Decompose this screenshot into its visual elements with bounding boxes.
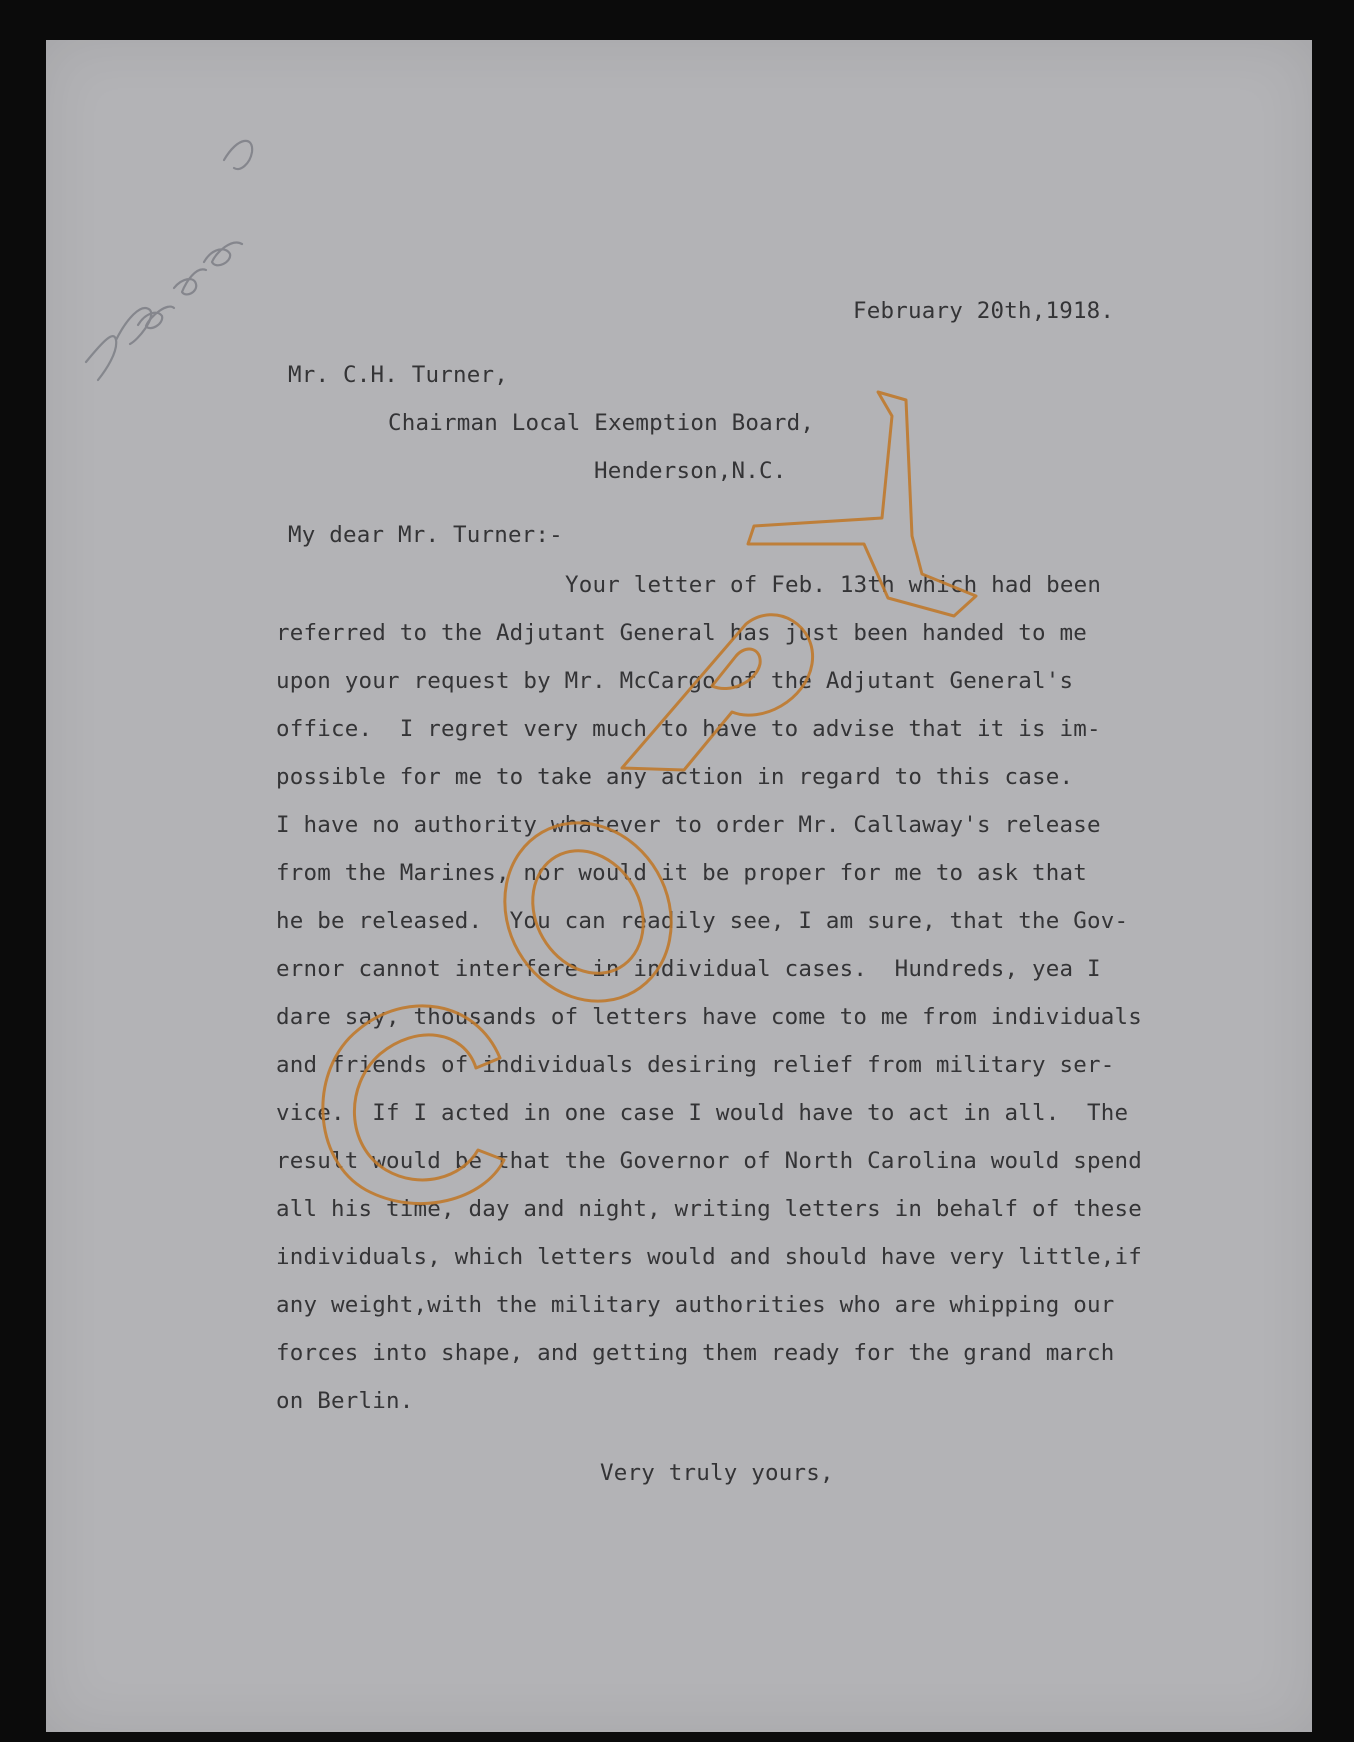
body-line: I have no authority whatever to order Mr. Callaway's release [276, 812, 1101, 838]
body-line: vice. If I acted in one case I would have to act in all. The [276, 1100, 1129, 1126]
body-line: dare say, thousands of letters have come to me from individuals [276, 1004, 1143, 1030]
recipient-name: Mr. C.H. Turner, [288, 362, 508, 388]
recipient-title: Chairman Local Exemption Board, [388, 410, 815, 436]
body-line: referred to the Adjutant General has just been handed to me [276, 620, 1088, 646]
body-line: and friends of individuals desiring relief from military ser- [276, 1052, 1115, 1078]
body-line: ernor cannot interfere in individual cases. Hundreds, yea I [276, 956, 1101, 982]
body-line: any weight,with the military authorities who are whipping our [276, 1292, 1115, 1318]
body-line: possible for me to take any action in regard to this case. [276, 764, 1074, 790]
letter-date: February 20th,1918. [853, 298, 1115, 324]
body-line: all his time, day and night, writing letters in behalf of these [276, 1196, 1143, 1222]
body-line: individuals, which letters would and should have very little,if [276, 1244, 1143, 1270]
body-line: result would be that the Governor of North Carolina would spend [276, 1148, 1143, 1174]
closing: Very truly yours, [600, 1460, 834, 1486]
salutation: My dear Mr. Turner:- [288, 522, 563, 548]
body-line: from the Marines, nor would it be proper for me to ask that [276, 860, 1088, 886]
body-line: on Berlin. [276, 1388, 414, 1414]
body-line: he be released. You can readily see, I am sure, that the Gov- [276, 908, 1129, 934]
body-line: upon your request by Mr. McCargo of the Adjutant General's [276, 668, 1074, 694]
body-line: forces into shape, and getting them ready for the grand march [276, 1340, 1115, 1366]
body-line: office. I regret very much to have to advise that it is im- [276, 716, 1101, 742]
letter-page [46, 40, 1312, 1732]
body-line: Your letter of Feb. 13th which had been [565, 572, 1102, 598]
recipient-location: Henderson,N.C. [594, 458, 787, 484]
